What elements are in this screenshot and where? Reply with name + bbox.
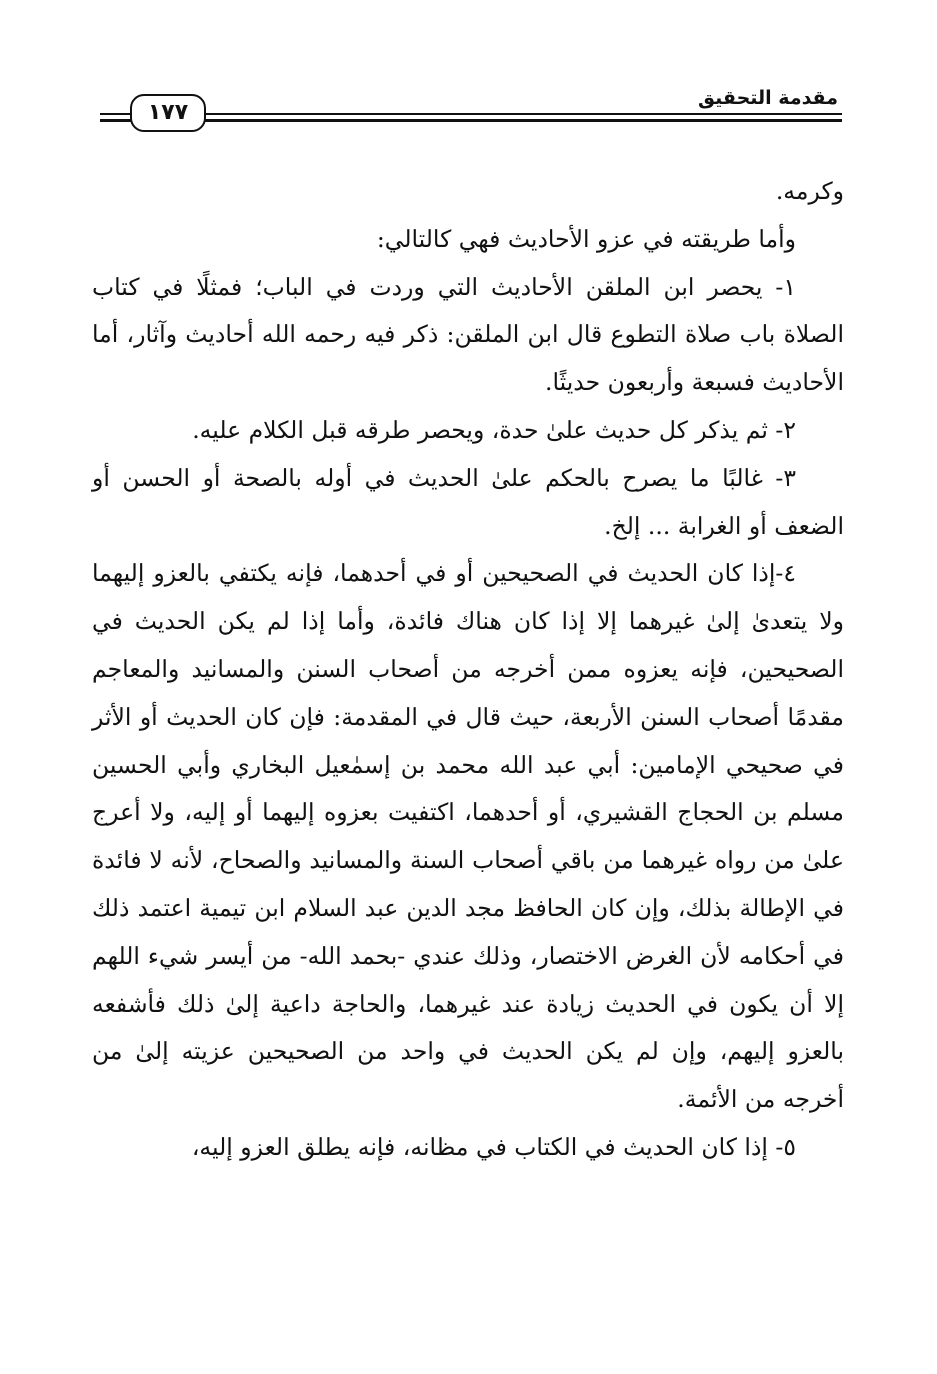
paragraph: ٣- غالبًا ما يصرح بالحكم علىٰ الحديث في أوله بالصحة أو الحسن أو الضعف أو الغرابة ... إلخ. <box>92 463 844 540</box>
running-header <box>100 84 842 132</box>
paragraph: وكرمه. <box>775 177 844 205</box>
page-number: ١٧٧ <box>130 94 206 132</box>
paragraph: ١- يحصر ابن الملقن الأحاديث التي وردت في الباب؛ فمثلًا في كتاب الصلاة باب صلاة التطوع قال ابن الملقن: ذكر فيه رحمه الله أحاديث وآثار، أما الأحاديث فسبعة وأربعون حديثًا. <box>92 272 844 397</box>
running-header-title: مقدمة التحقيق <box>690 86 840 110</box>
paragraph: وأما طريقته في عزو الأحاديث فهي كالتالي: <box>376 224 796 253</box>
paragraph: ٤-إذا كان الحديث في الصحيحين أو في أحدهما، فإنه يكتفي بالعزو إليهما ولا يتعدىٰ إلىٰ غيرهما إلا إذا كان هناك فائدة، وأما إذا لم يكن الحديث في الصحيحين، فإنه يعزوه ممن أخرجه من أصحاب السنن والمسانيد والمعاجم مقدمًا أصحاب السنن الأربعة، حيث قال في المقدمة: فإن كان الحديث أو الأثر في صحيحي الإمامين: أبي عبد الله محمد بن إسمٰعيل البخاري وأبي الحسين مسلم بن الحجاج القشيري، أو أحدهما، اكتفيت بعزوه إليهما أو إليه، ولا أعرج علىٰ من رواه غيرهما من باقي أصحاب السنة والمسانيد والصحاح، لأنه لا فائدة في الإطالة بذلك، وإن كان الحافظ مجد الدين عبد السلام ابن تيمية اعتمد ذلك في أحكامه لأن الغرض الاختصار، وذلك عندي -بحمد الله- من أيسر شيء اللهم إلا أن يكون في الحديث زيادة عند غيرهما، والحاجة داعية إلىٰ ذلك فأشفعه بالعزو إليهم، وإن لم يكن الحديث في واحد من الصحيحين عزيته إلىٰ من أخرجه من الأئمة. <box>92 559 844 1114</box>
body-text <box>92 168 844 1172</box>
header-rule-thin <box>100 113 842 115</box>
header-rule-thick <box>100 119 842 122</box>
paragraph: ٥- إذا كان الحديث في الكتاب في مظانه، فإنه يطلق العزو إليه، <box>191 1132 796 1161</box>
paragraph: ٢- ثم يذكر كل حديث علىٰ حدة، ويحصر طرقه قبل الكلام عليه. <box>192 415 796 444</box>
